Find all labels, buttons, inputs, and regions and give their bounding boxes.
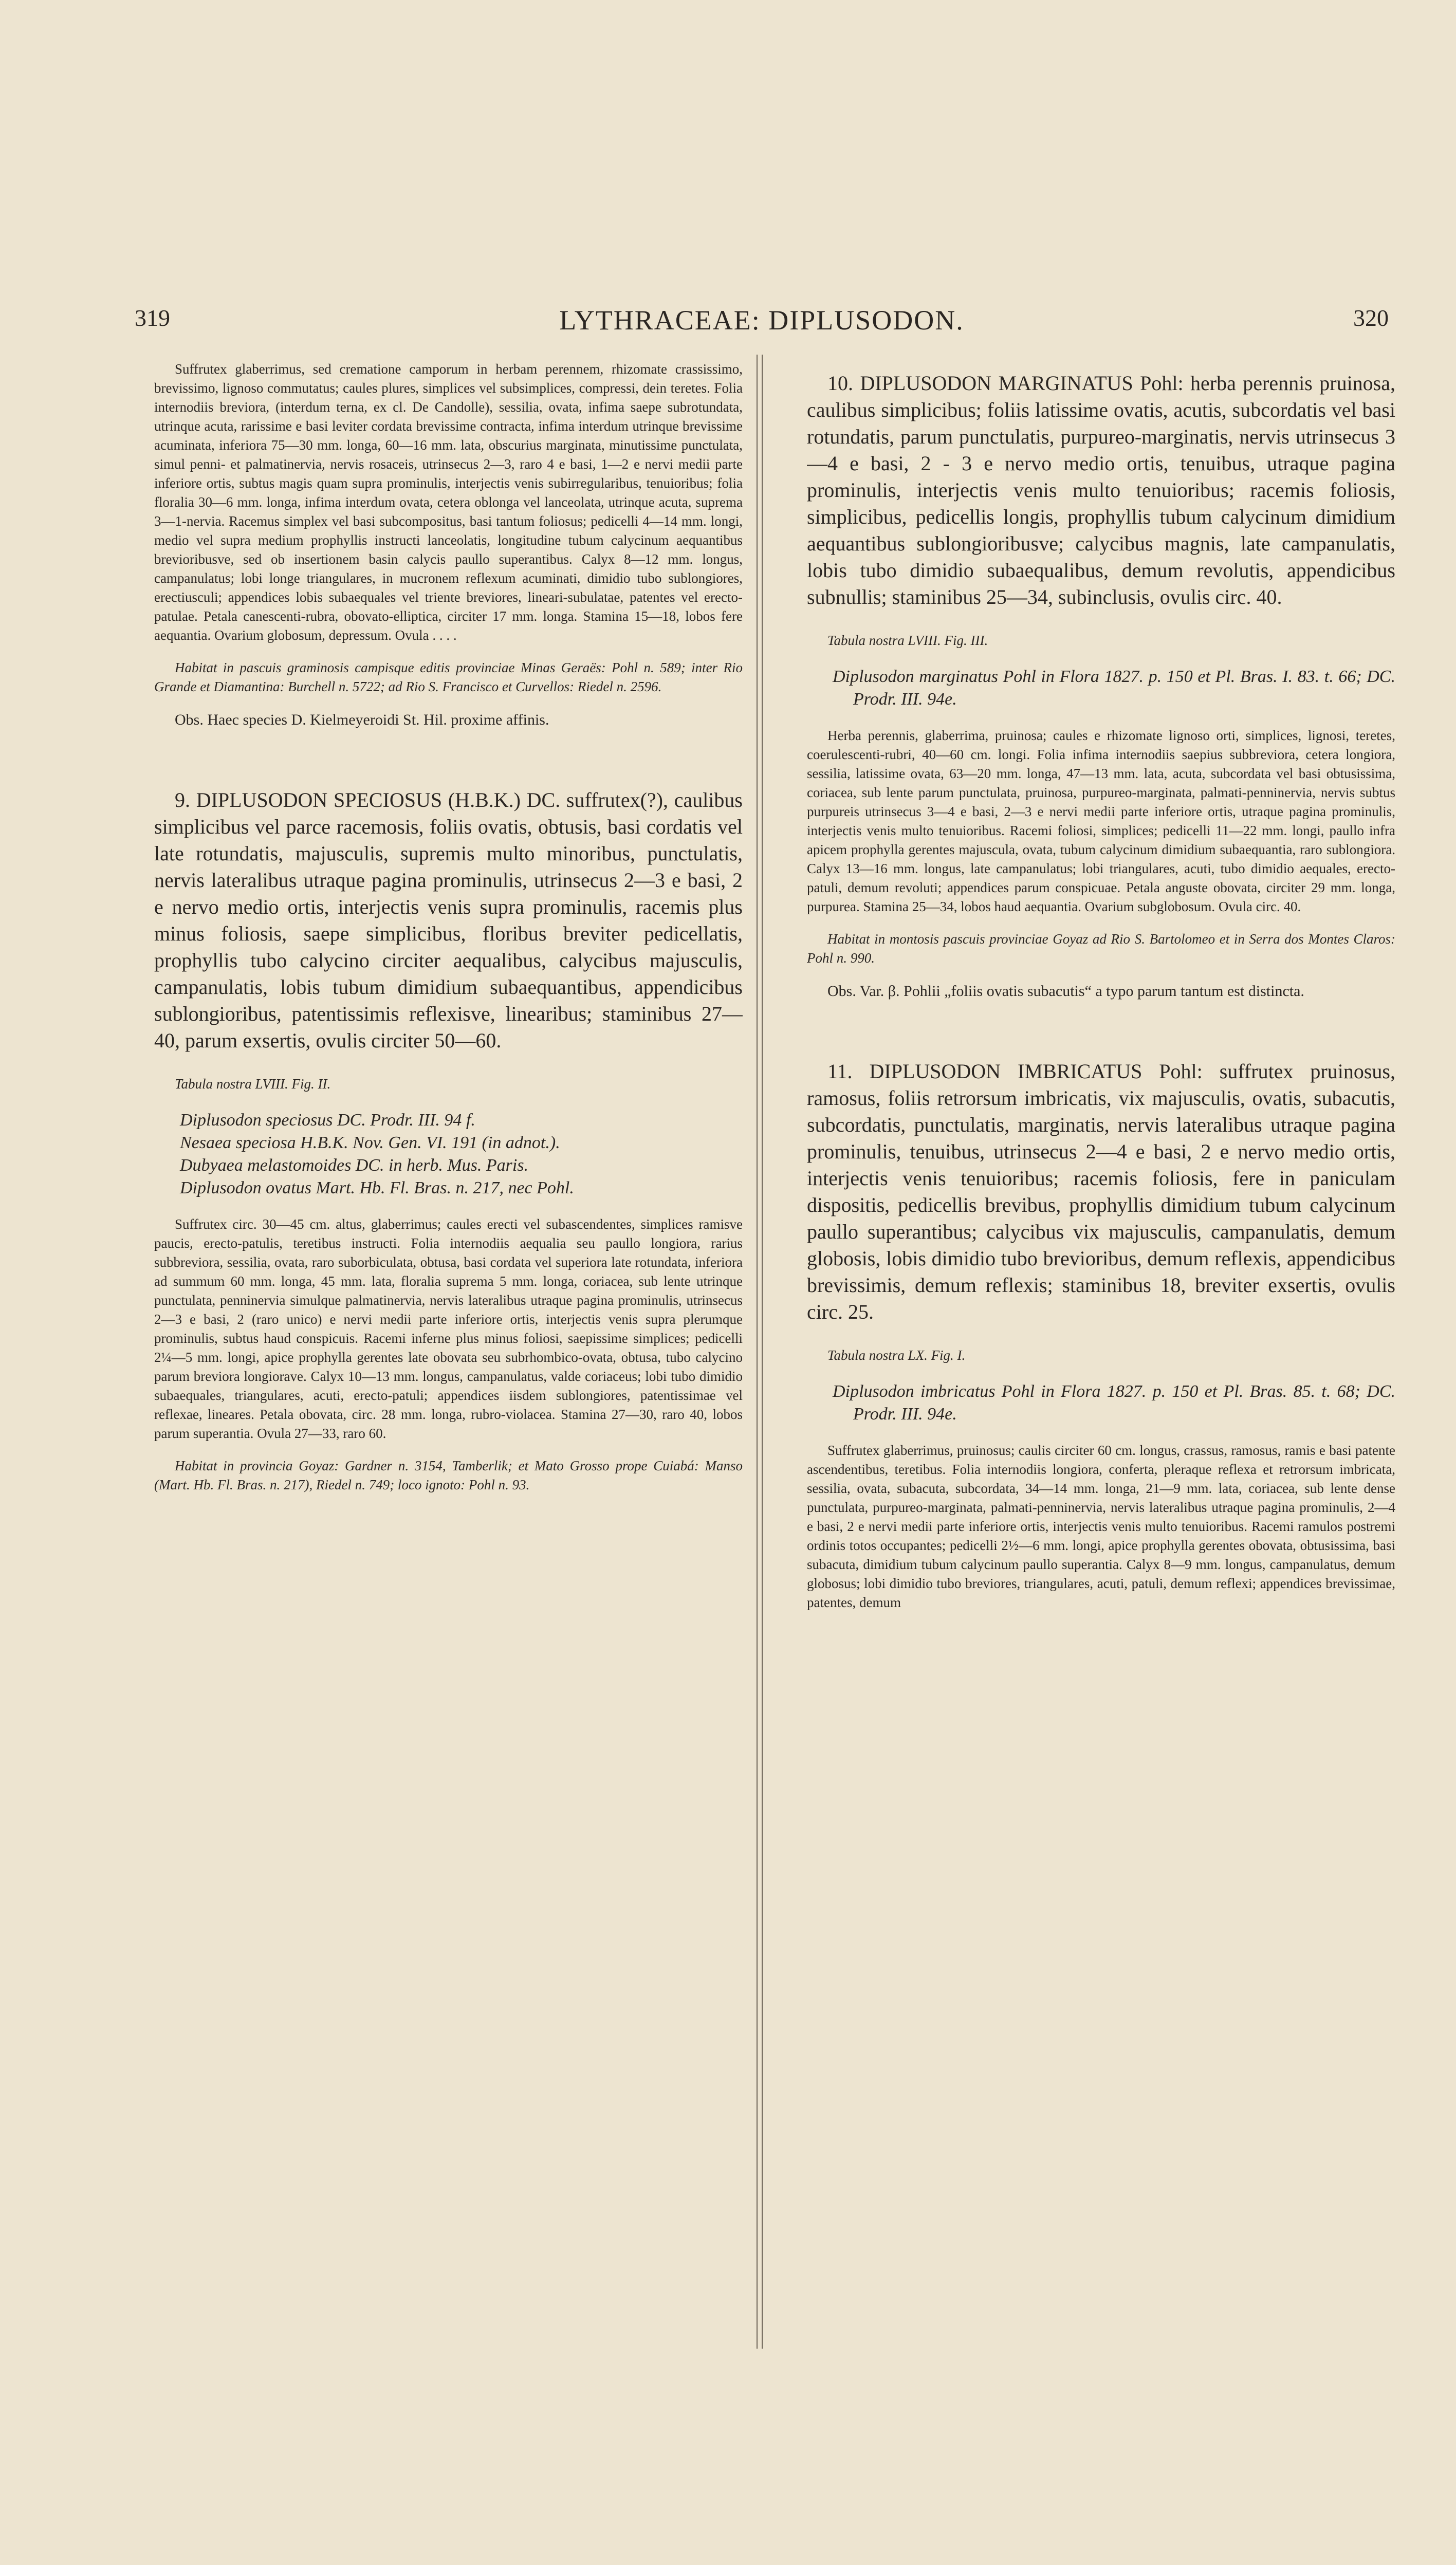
page-number-right: 320 xyxy=(1353,305,1389,331)
synonymy-list xyxy=(807,666,1395,711)
synonym: Nesaea speciosa H.B.K. Nov. Gen. VI. 191 (in adnot.). xyxy=(180,1133,560,1152)
observation-note: Obs. Haec species D. Kielmeyeroidi St. Hil. proxime affinis. xyxy=(175,711,549,728)
habitat-note: Habitat in pascuis graminosis campisque editis provinciae Minas Geraës: Pohl n. 589; inter Rio Grande et Diamantina: Burchell n. 5722; ad Rio S. Francisco et Curvellos: Riedel n. 2596. xyxy=(154,660,743,694)
species-diagnosis-10: 10. DIPLUSODON MARGINATUS Pohl: herba perennis pruinosa, caulibus simplicibus; foliis latissime ovatis, acutis, subcordatis vel basi rotundatis, parum punctulatis, purpureo-marginatis, nervis utrinsecus 3—4 e basi, 2 - 3 e nervo medio ortis, tenuibus, utraque pagina prominulis, interjectis venis multo tenuioribus; racemis foliosis, simplicibus, pedicellis longis, prophyllis tubum calycinum dimidium aequantibus sublongioribusve; calycibus magnis, late campanulatis, lobis tubo dimidio subaequalibus, demum revolutis, appendicibus subnullis; staminibus 25—34, subinclusis, ovulis circ. 40. xyxy=(807,372,1395,608)
description-paragraph: Suffrutex glaberrimus, sed crematione camporum in herbam perennem, rhizomate crassissimo, brevissimo, lignoso commutatus; caules plures, simplices vel subsimplices, compressi, dein teretes. Folia internodiis breviora, (interdum terna, ex cl. De Candolle), sessilia, ovata, infima saepe subrotundata, utrinque acuta, rarissime e basi leviter cordata brevissime contracta, infima interdum utrinque brevissime acuminata, inferiora 75—30 mm. longa, 60—16 mm. lata, obscurius marginata, minutissime punctulata, simul penni- et palmatinervia, nervis rosaceis, utrinsecus 2—3, raro 4 e basi, 1—2 e nervi medii parte inferiore ortis, subtus magis quam supra prominulis, interjectis venis subirregularibus, tenuioribus; folia floralia 30—6 mm. longa, infima interdum ovata, cetera oblonga vel lanceolata, utrinque acuta, suprema 3—1-nervia. Racemus simplex vel basi subcompositus, basi tantum foliosus; pedicelli 4—14 mm. longi, medio vel supra medium prophyllis instructi lanceolatis, longitudine tubum calycinum aequantibus brevioribusve, sed ob insertionem basin calycis paullo superantibus. Calyx 8—12 mm. longus, campanulatus; lobi longe triangulares, in mucronem reflexum acuminati, dimidio tubo sublongiores, erectiusculi; appendices lobis subaequales vel triente breviores, lineari-subulatae, patentes vel erecto-patulae. Petala canescenti-rubra, obovato-elliptica, circiter 17 mm. longa. Stamina 15—18, lobos fere aequantia. Ovarium globosum, depressum. Ovula . . . . xyxy=(154,361,743,643)
column-divider xyxy=(757,355,763,2349)
synonymy-list xyxy=(154,1109,743,1200)
description-paragraph: Herba perennis, glaberrima, pruinosa; caules e rhizomate lignoso orti, simplices, lignosi, teretes, coerulescenti-rubri, 40—60 cm. longi. Folia infima internodiis saepius subbreviora, cetera longiora, sessilia, latissime ovata, 63—20 mm. longa, 47—13 mm. lata, acuta, subcordata vel basi obtusissima, coriacea, sub lente parum punctulata, pruinosa, purpureo-marginata, palmati-penninervia, nervis subtus purpureis utrinsecus 3—4 e basi, 2—3 e nervi medii parte inferiore ortis, utraque pagina prominulis, interjectis venis multo tenuioribus. Racemi foliosi, simplices; pedicelli 11—22 mm. longi, paullo infra apicem prophylla gerentes majuscula, ovata, tubum calycinum dimidium subaequantia, raro sublongiora. Calyx 13—16 mm. longus, late campanulatus; lobi triangulares, acuti, tubo dimidio aequales, erecto-patuli, demum revoluti; appendices parum conspicuae. Petala anguste obovata, circiter 29 mm. longa, purpurea. Stamina 25—34, lobos haud aequantia. Ovarium subglobosum. Ovula circ. 40. xyxy=(807,728,1395,914)
right-column xyxy=(807,360,1395,2518)
plate-reference: Tabula nostra LVIII. Fig. III. xyxy=(827,633,988,648)
plate-reference: Tabula nostra LX. Fig. I. xyxy=(827,1348,966,1363)
synonym: Dubyaea melastomoides DC. in herb. Mus. Paris. xyxy=(180,1156,529,1175)
page-header xyxy=(135,304,1389,350)
observation-note: Obs. Var. β. Pohlii „foliis ovatis subacutis“ a typo parum tantum est distincta. xyxy=(827,983,1304,1000)
page-number-left: 319 xyxy=(135,305,170,331)
species-diagnosis-11: 11. DIPLUSODON IMBRICATUS Pohl: suffrutex pruinosus, ramosus, foliis retrorsum imbricatis, vix majusculis, ovatis, subacutis, subcordatis, punctulatis, marginatis, nervis lateralibus utraque pagina prominulis, tenuibus, utrinsecus 2—4 e basi, 2 e nervo medio ortis, interjectis venis tenuioribus; racemis foliosis, fere in paniculam dispositis, pedicellis brevibus, prophyllis dimidium tubum calycinum paullo superantibus; calycibus vix majusculis, campanulatis, demum globosis, lobis dimidio tubo brevioribus, demum reflexis, appendicibus brevissimis, demum reflexis; staminibus 18, breviter exsertis, ovulis circ. 25. xyxy=(807,1060,1395,1323)
habitat-note: Habitat in montosis pascuis provinciae Goyaz ad Rio S. Bartolomeo et in Serra dos Montes Claros: Pohl n. 990. xyxy=(807,931,1395,966)
synonym: Diplusodon ovatus Mart. Hb. Fl. Bras. n. 217, nec Pohl. xyxy=(180,1178,574,1197)
synonymy-list xyxy=(807,1380,1395,1426)
habitat-note: Habitat in provincia Goyaz: Gardner n. 3154, Tamberlik; et Mato Grosso prope Cuiabá: Manso (Mart. Hb. Fl. Bras. n. 217), Riedel n. 749; loco ignoto: Pohl n. 93. xyxy=(154,1458,743,1492)
description-paragraph: Suffrutex glaberrimus, pruinosus; caulis circiter 60 cm. longus, crassus, ramosus, ramis e basi patente ascendentibus, teretibus. Folia internodiis longiora, conferta, pleraque reflexa et retrorsum imbricata, sessilia, ovata, subacuta, subcordata, 34—14 mm. longa, 21—9 mm. lata, coriacea, sub lente dense punctulata, purpureo-marginata, palmati-penninervia, nervis lateralibus utraque pagina prominulis, 2—4 e basi, 2 e nervi medii parte inferiore ortis, interjectis venis multo tenuioribus. Racemi ramulos postremi ordinis totos occupantes; pedicelli 2½—6 mm. longi, apice prophylla gerentes obovata, obtusissima, basi subacuta, dimidium tubum calycinum paullo superantia. Calyx 8—9 mm. longus, campanulatus, demum globosus; lobi dimidio tubo breviores, triangulares, acuti, patuli, demum reflexi; appendices brevissimae, patentes, demum xyxy=(807,1443,1395,1610)
synonym: Diplusodon speciosus DC. Prodr. III. 94 f. xyxy=(180,1111,475,1130)
left-column xyxy=(154,360,743,2518)
running-title: LYTHRACEAE: DIPLUSODON. xyxy=(559,305,964,336)
synonym: Diplusodon marginatus Pohl in Flora 1827. p. 150 et Pl. Bras. I. 83. t. 66; DC. Prodr. III. 94e. xyxy=(833,667,1395,709)
species-diagnosis-9: 9. DIPLUSODON SPECIOSUS (H.B.K.) DC. suffrutex(?), caulibus simplicibus vel parce racemosis, foliis ovatis, obtusis, basi cordatis vel late rotundatis, majusculis, supremis multo minoribus, punctulatis, nervis lateralibus utraque pagina prominulis, utrinsecus 2—3 e basi, 2 e nervo medio ortis, interjectis venis supra prominulis, racemis plus minus foliosis, saepe simplicibus, floribus breviter pedicellatis, prophyllis tubo calycino circiter aequalibus, calycibus majusculis, campanulatis, lobis tubum dimidium subaequantibus, appendicibus sublongioribus, patentissimis reflexisve, linearibus; staminibus 27—40, parum exsertis, ovulis circiter 50—60. xyxy=(154,788,743,1052)
plate-reference: Tabula nostra LVIII. Fig. II. xyxy=(175,1076,331,1092)
description-paragraph: Suffrutex circ. 30—45 cm. altus, glaberrimus; caules erecti vel subascendentes, simplices ramisve paucis, erecto-patulis, teretibus instructi. Folia internodiis aequalia seu paullo longiora, rarius subbreviora, sessilia, ovata, raro suborbiculata, obtusa, basi cordata vel superiora late rotundata, inferiora ad summum 60 mm. longa, 45 mm. lata, floralia suprema 5 mm. longa, coriacea, sub lente utrinque punctulata, penninervia simulque palmatinervia, nervis lateralibus utraque pagina prominulis, utrinsecus 2—3 e basi, 2 (raro unico) e nervi medii parte inferiore ortis, interjectis venis supra plerumque prominulis, subtus haud conspicuis. Racemi inferne plus minus foliosi, saepissime simplices; pedicelli 2¼—5 mm. longi, apice prophylla gerentes late obovata seu subrhombico-ovata, obtusa, tubo calycino parum breviora longiorave. Calyx 10—13 mm. longus, campanulatus, valde coriaceus; lobi tubo dimidio subaequales, triangulares, acuti, erecto-patuli; appendices iisdem sublongiores, patentissimae vel reflexae, lineares. Petala obovata, circ. 28 mm. longa, rubro-violacea. Stamina 27—30, raro 40, lobos parum superantia. Ovula 27—33, raro 60. xyxy=(154,1216,743,1441)
synonym: Diplusodon imbricatus Pohl in Flora 1827. p. 150 et Pl. Bras. 85. t. 68; DC. Prodr. III. 94e. xyxy=(833,1382,1395,1424)
